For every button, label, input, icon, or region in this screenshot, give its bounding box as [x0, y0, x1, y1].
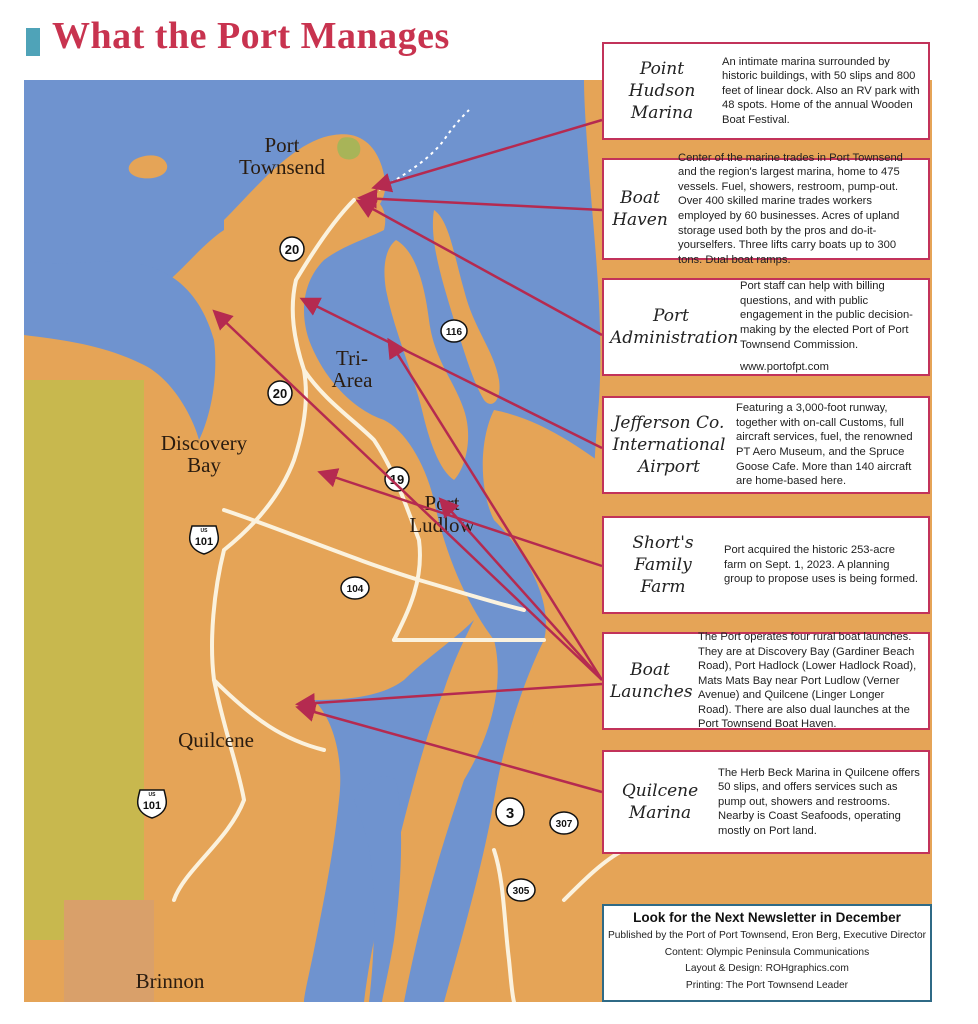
route-20-b: 20: [272, 386, 288, 401]
facility-label-point-hudson: Point Hudson Marina: [628, 59, 696, 123]
place-discovery-bay-1: Discovery: [160, 431, 248, 455]
facility-desc-boat-haven: Center of the marine trades in Port Townsend and the region's largest marina, home to 475 vessels. Fuel, showers, restroom, pump-out. Over 400 skilled marine trades workers employed by 60 businesses. Acres of upland storage used both by the pros and do-it-yourselfers. Three lifts carry boats up to 300 tons. Dual boat ramps.: [678, 151, 903, 266]
us-101-a: 101: [194, 536, 214, 548]
facility-desc-port-admin: [732, 279, 920, 375]
page-title: What the Port Manages: [52, 15, 450, 57]
credit-line-publisher: Published by the Port of Port Townsend, Eron Berg, Executive Director: [607, 930, 927, 941]
credit-line-content: Content: Olympic Peninsula Communications: [664, 946, 870, 958]
credit-line-printing: Printing: The Port Townsend Leader: [685, 979, 849, 991]
place-tri-area-1: Tri-: [336, 346, 368, 370]
facility-airport: [602, 396, 930, 494]
facility-desc-shorts-farm: Port acquired the historic 253-acre farm on Sept. 1, 2023. A planning group to propose uses is being formed.: [724, 544, 919, 586]
facility-desc-quilcene-marina: The Herb Beck Marina in Quilcene offers 50 slips, and offers services such as pump out, showers and restrooms. Nearby is Coast Seafoods, operating mostly on Port land.: [718, 766, 920, 837]
facility-label-port-admin: Port Administration: [610, 306, 739, 348]
facility-point-hudson: [602, 42, 930, 140]
route-20-a: 20: [284, 242, 300, 257]
facility-boat-launches: [602, 632, 930, 730]
us-label-a: US: [200, 528, 208, 534]
place-tri-area-2: Area: [331, 368, 373, 392]
facility-label-boat-haven: Boat Haven: [612, 188, 668, 230]
place-port-ludlow-2: Ludlow: [409, 513, 475, 537]
facility-label-airport: Jefferson Co. International Airport: [612, 413, 726, 477]
place-port-townsend-1: Port: [264, 133, 300, 157]
route-104-shield: [341, 577, 369, 599]
facility-shorts-farm: [602, 516, 930, 614]
place-discovery-bay-2: Bay: [187, 453, 221, 477]
facility-desc-boat-launches: The Port operates four rural boat launches. They are at Discovery Bay (Gardiner Beach Road), Port Hadlock (Lower Hadlock Road), Mats Mats Bay near Port Ludlow (Verner Avenue) and Quilcene (Linger Longer Road). There are also dual launches at the Port Townsend Boat Haven.: [698, 630, 917, 731]
place-brinnon: Brinnon: [135, 969, 205, 993]
port-admin-text: Port staff can help with billing questions, and with public engagement in the public decision-making by the elected Port of Port Townsend Commission.: [740, 280, 913, 351]
newsletter-heading: Look for the Next Newsletter in December: [633, 910, 901, 925]
credit-line-design: Layout & Design: ROHgraphics.com: [685, 963, 849, 975]
port-website-link[interactable]: www.portofpt.com: [740, 361, 829, 374]
facility-quilcene-marina: [602, 750, 930, 854]
route-305-shield: [507, 879, 535, 901]
route-104: 104: [346, 584, 364, 595]
route-3-shield: [496, 798, 524, 826]
newsletter-credits: [602, 904, 932, 1002]
place-quilcene: Quilcene: [178, 728, 254, 752]
olympic-forest: [24, 380, 144, 940]
us-101-b: 101: [142, 800, 162, 812]
us-label-b: US: [148, 792, 156, 798]
route-20-shield-b: [268, 381, 292, 405]
route-116: 116: [445, 327, 463, 338]
facility-boat-haven: [602, 151, 930, 266]
facility-label-quilcene-marina: Quilcene Marina: [621, 781, 699, 823]
route-116-shield: [441, 320, 467, 342]
route-20-shield-a: [280, 237, 304, 261]
place-port-ludlow-1: Port: [424, 491, 460, 515]
route-305: 305: [512, 886, 530, 897]
route-307-shield: [550, 812, 578, 834]
route-307: 307: [555, 819, 573, 830]
facility-desc-point-hudson: An intimate marina surrounded by historic buildings, with 50 slips and 800 feet of linear dock. Also an RV park with 48 spots. Home of the annual Wooden Boat Festival.: [722, 55, 920, 126]
route-19-shield: [385, 467, 409, 491]
title-accent-bar: [26, 28, 40, 56]
facility-port-admin: [602, 278, 930, 376]
route-19: 19: [389, 472, 405, 487]
facility-label-boat-launches: Boat Launches: [610, 660, 693, 702]
facility-label-shorts-farm: Short's Family Farm: [632, 533, 694, 597]
place-port-townsend-2: Townsend: [238, 155, 326, 179]
route-3: 3: [505, 805, 515, 822]
facility-desc-airport: Featuring a 3,000-foot runway, together with on-call Customs, full aircraft services, fuel, the renowned PT Aero Museum, and the Spruce Goose Cafe. More than 140 aircraft are home-based here.: [736, 402, 913, 488]
